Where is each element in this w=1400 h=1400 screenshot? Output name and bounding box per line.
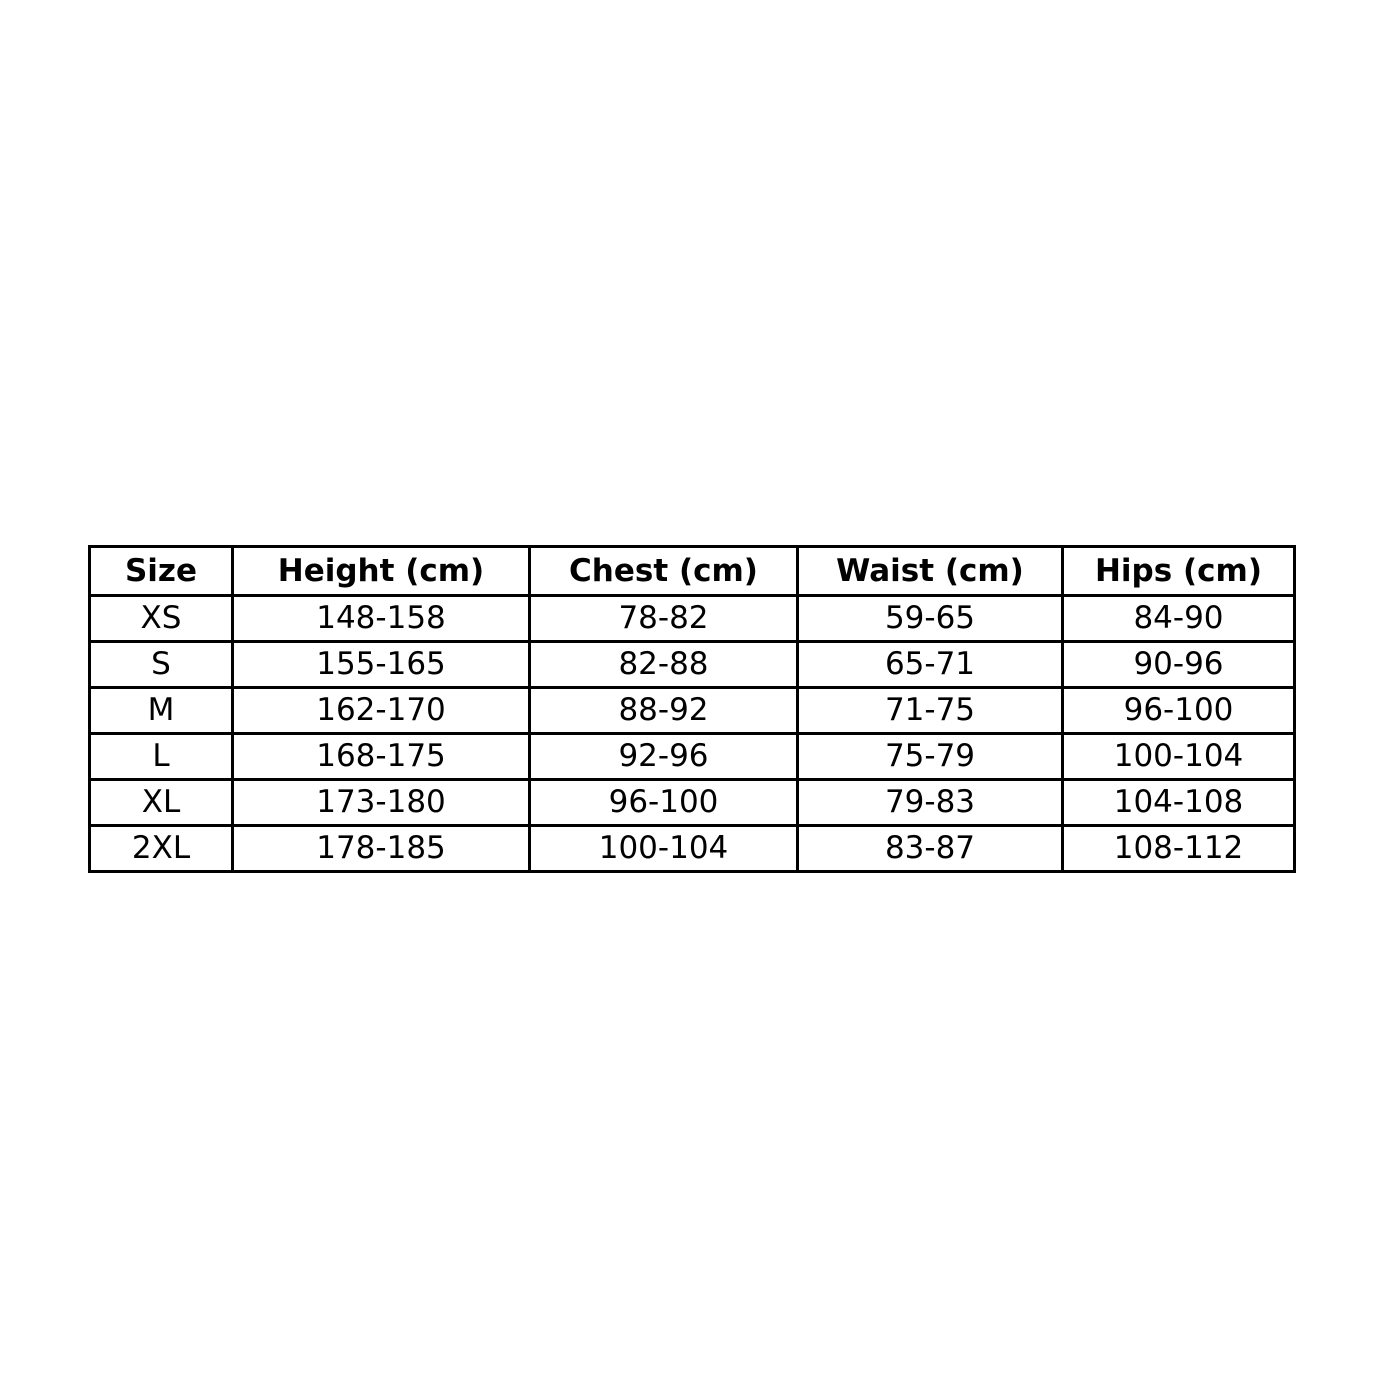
column-header-size: Size [90, 547, 233, 596]
table-header-row [90, 547, 1295, 596]
cell-chest: 96-100 [530, 780, 798, 826]
size-chart-container [88, 545, 1293, 873]
cell-size: 2XL [90, 826, 233, 872]
size-chart-table [88, 545, 1296, 873]
cell-waist: 75-79 [798, 734, 1063, 780]
table-row [90, 734, 1295, 780]
table-row [90, 688, 1295, 734]
table-row [90, 826, 1295, 872]
cell-hips: 108-112 [1063, 826, 1295, 872]
column-header-waist: Waist (cm) [798, 547, 1063, 596]
cell-hips: 100-104 [1063, 734, 1295, 780]
cell-waist: 79-83 [798, 780, 1063, 826]
cell-waist: 71-75 [798, 688, 1063, 734]
cell-waist: 83-87 [798, 826, 1063, 872]
cell-height: 168-175 [233, 734, 530, 780]
cell-waist: 59-65 [798, 596, 1063, 642]
cell-size: M [90, 688, 233, 734]
column-header-height: Height (cm) [233, 547, 530, 596]
cell-size: S [90, 642, 233, 688]
column-header-hips: Hips (cm) [1063, 547, 1295, 596]
cell-waist: 65-71 [798, 642, 1063, 688]
cell-height: 178-185 [233, 826, 530, 872]
table-row [90, 780, 1295, 826]
cell-height: 155-165 [233, 642, 530, 688]
cell-chest: 92-96 [530, 734, 798, 780]
cell-chest: 100-104 [530, 826, 798, 872]
column-header-chest: Chest (cm) [530, 547, 798, 596]
cell-chest: 78-82 [530, 596, 798, 642]
cell-chest: 88-92 [530, 688, 798, 734]
table-row [90, 596, 1295, 642]
cell-size: XL [90, 780, 233, 826]
cell-hips: 104-108 [1063, 780, 1295, 826]
cell-height: 162-170 [233, 688, 530, 734]
cell-height: 173-180 [233, 780, 530, 826]
cell-size: XS [90, 596, 233, 642]
cell-height: 148-158 [233, 596, 530, 642]
cell-hips: 84-90 [1063, 596, 1295, 642]
cell-hips: 90-96 [1063, 642, 1295, 688]
cell-chest: 82-88 [530, 642, 798, 688]
cell-size: L [90, 734, 233, 780]
table-row [90, 642, 1295, 688]
cell-hips: 96-100 [1063, 688, 1295, 734]
